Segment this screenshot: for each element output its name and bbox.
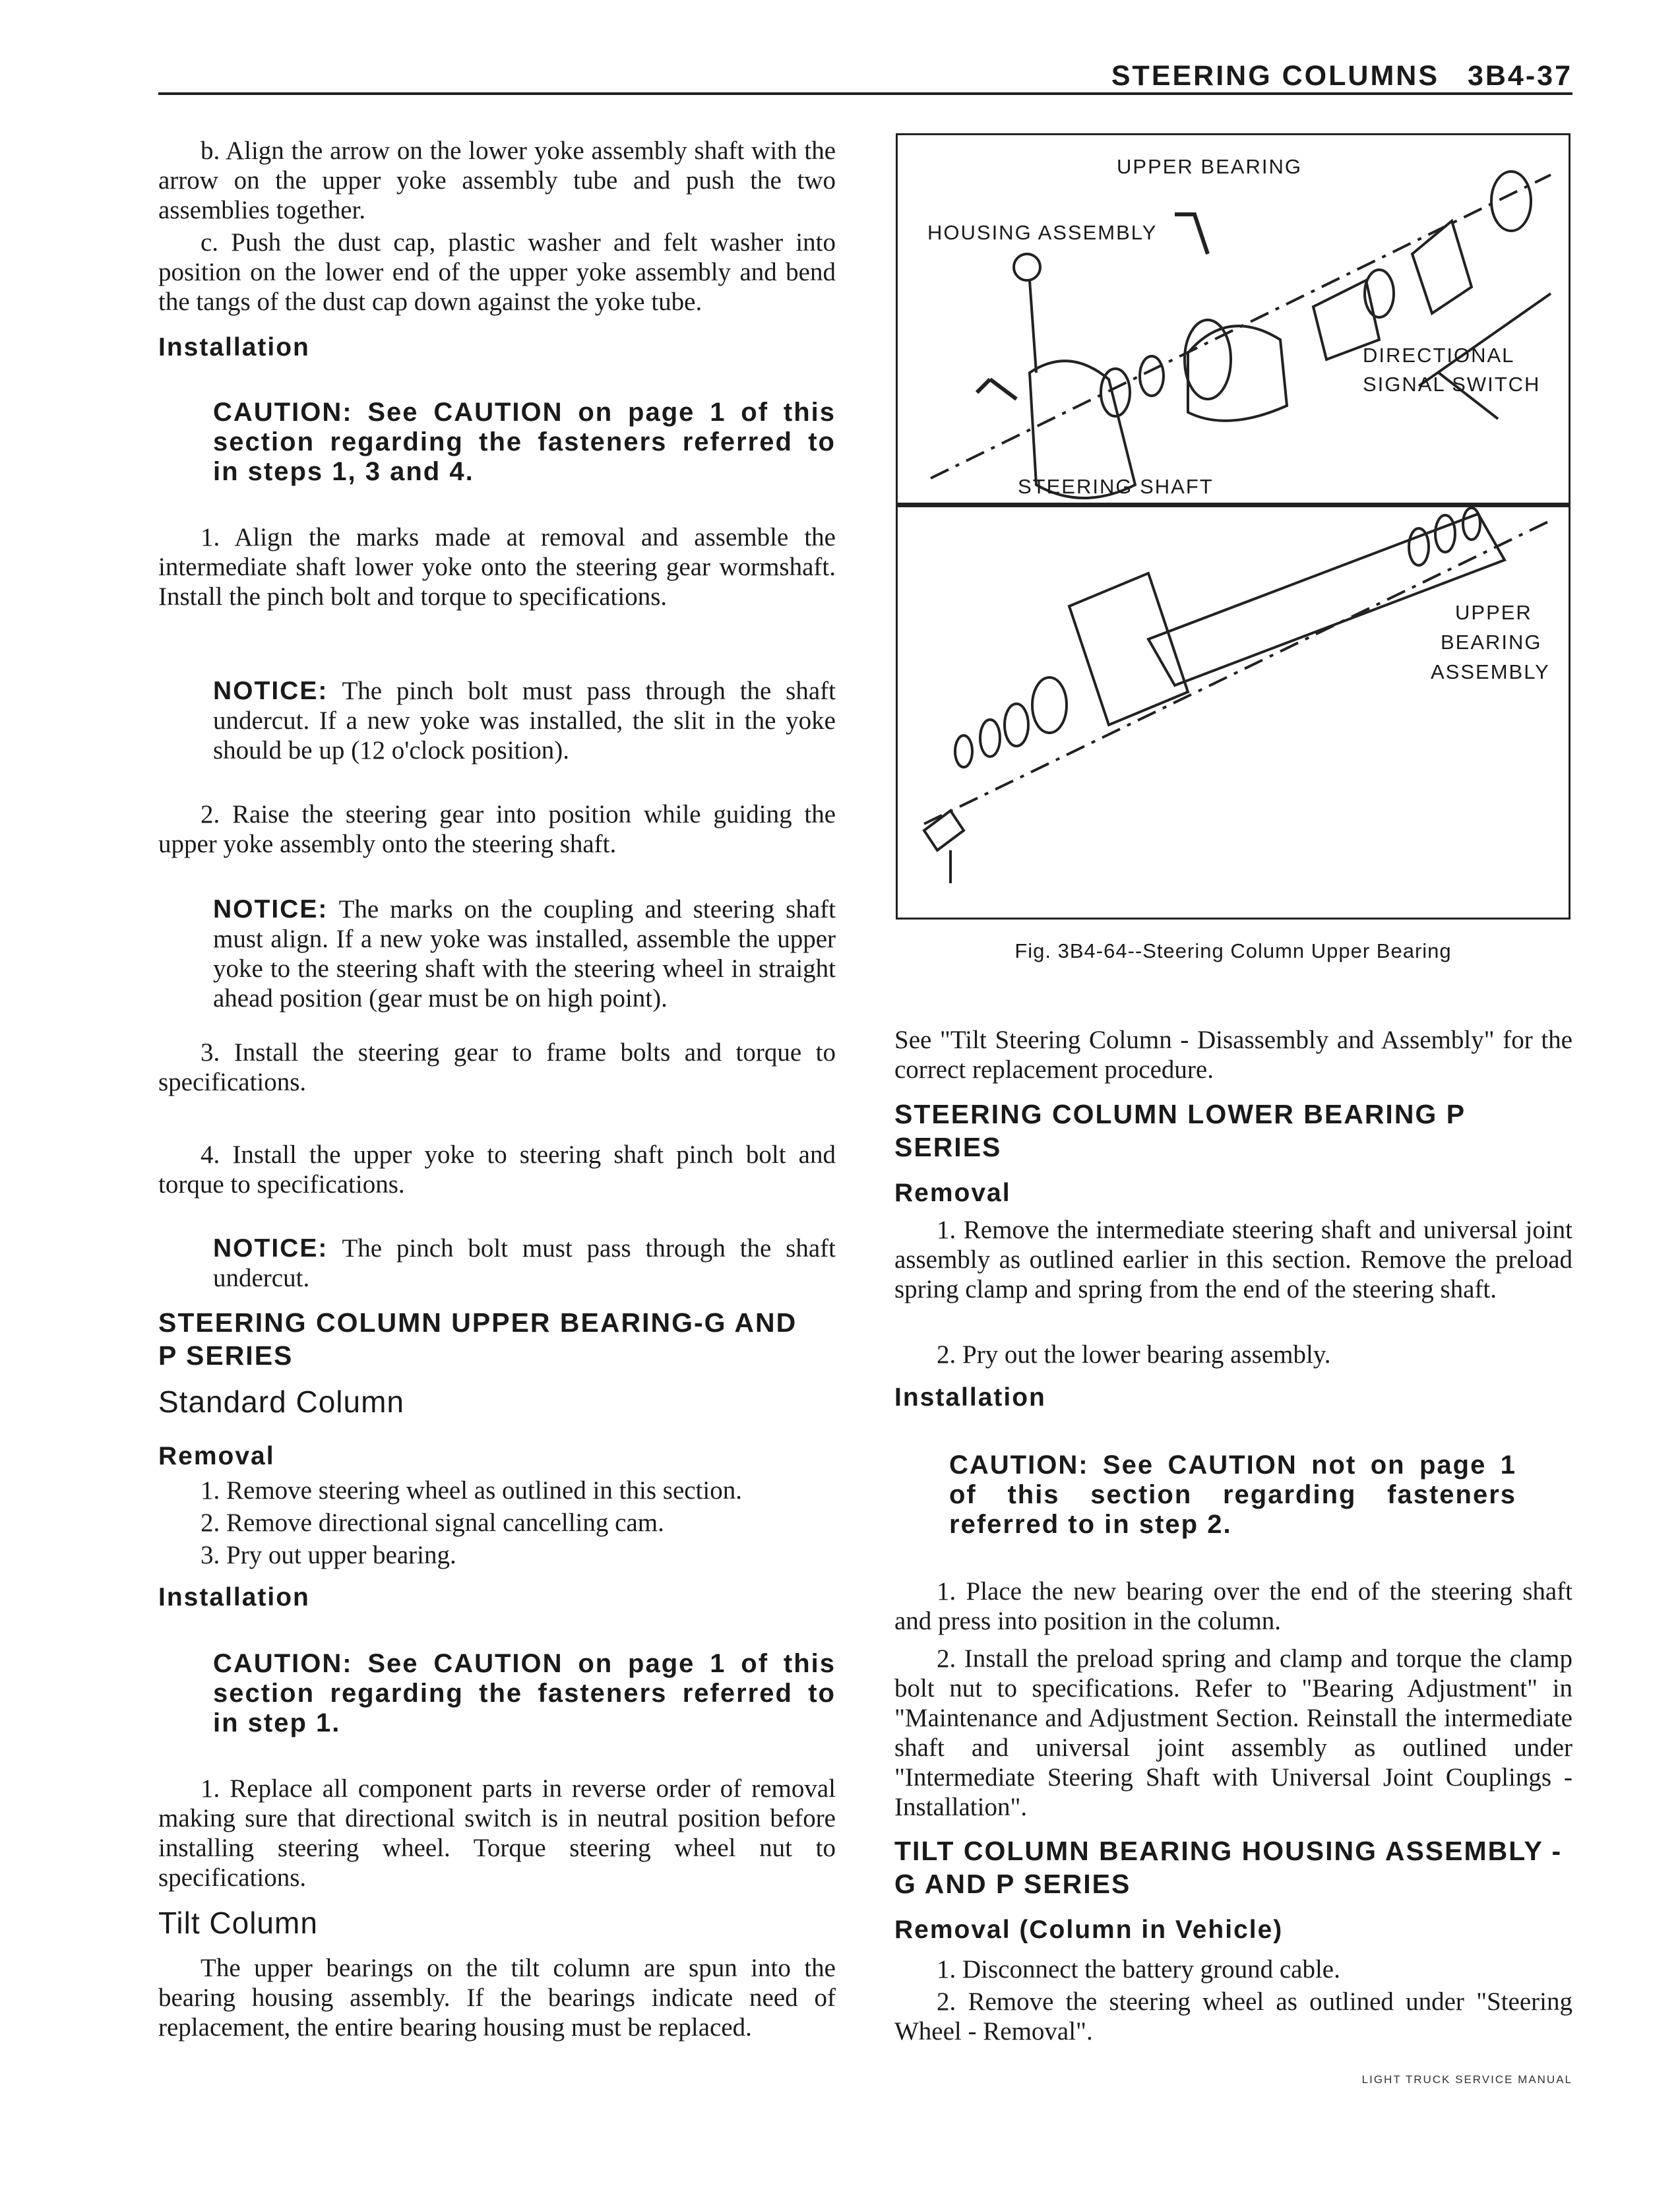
tilt-column-paragraph: The upper bearings on the tilt column are spun into the bearing housing assembly. If the bearings indicate need of replacement, the entire bearing housing must be replaced. (158, 1954, 836, 2042)
install-step-3: 3. Install the steering gear to frame bolts and torque to specifications. (158, 1038, 836, 1096)
notice-label: NOTICE: (213, 895, 328, 923)
removal-step-1: 1. Remove the intermediate steering shaft and universal joint assembly as outlined earlier in this section. Remove the preload spring clamp and spring from the end of the steering shaft. (894, 1216, 1572, 1303)
vehicle-step: 1. Disconnect the battery ground cable. (937, 1955, 1340, 1984)
install-step-4: 4. Install the upper yoke to steering shaft pinch bolt and torque to specifications. (158, 1141, 836, 1199)
install-step-2: 2. Raise the steering gear into position while guiding the upper yoke assembly onto the steering shaft. (158, 800, 836, 858)
removal-heading: Removal (894, 1179, 1011, 1207)
removal-step: 2. Remove directional signal cancelling cam. (201, 1509, 664, 1537)
label-upper: UPPER (1455, 601, 1532, 624)
notice-text: The pinch bolt must pass through the shaft undercut. (213, 1234, 836, 1292)
install-step-1: 1. Replace all component parts in reverse order of removal making sure that directional switch is in neutral position before installing steering wheel. Torque steering wheel nut to specifications. (158, 1774, 836, 1892)
notice-text: The pinch bolt must pass through the shaft undercut. If a new yoke was installed, the slit in the yoke should be up (12 o'clock position). (213, 677, 836, 765)
vehicle-step: 2. Remove the steering wheel as outlined under "Steering Wheel - Removal". (894, 1987, 1572, 2046)
removal-heading: Removal (158, 1442, 275, 1470)
installation-heading: Installation (158, 1583, 310, 1611)
caution-note: CAUTION: See CAUTION on page 1 of this section regarding the fasteners referred to in step 1. (213, 1649, 836, 1737)
figure-box (896, 133, 1571, 920)
notice-3 (213, 1234, 836, 1293)
removal-in-vehicle-heading: Removal (Column in Vehicle) (894, 1916, 1284, 1944)
notice-1 (213, 676, 836, 765)
label-upper-bearing: UPPER BEARING (1117, 155, 1302, 178)
install-step-2: 2. Install the preload spring and clamp and torque the clamp bolt nut to specifications. Refer to "Bearing Adjustment" in "Maintenance and Adjustment Section. Reinstall the intermediate shaft and universal joint assembly as outlined under "Intermediate Steering Shaft with Universal Joint Couplings - Installation". (894, 1644, 1572, 1821)
footer: LIGHT TRUCK SERVICE MANUAL (1361, 2073, 1572, 2086)
caution-note: CAUTION: See CAUTION on page 1 of this section regarding the fasteners referred to in steps 1, 3 and 4. (213, 398, 836, 486)
removal-step-2: 2. Pry out the lower bearing assembly. (937, 1340, 1331, 1369)
notice-label: NOTICE: (213, 677, 328, 705)
label-bearing: BEARING (1441, 631, 1542, 654)
figure-caption: Fig. 3B4-64--Steering Column Upper Bearing (1014, 939, 1452, 962)
standard-column-heading: Standard Column (158, 1385, 404, 1419)
upper-bearing-heading: STEERING COLUMN UPPER BEARING-G AND P SERIES (158, 1307, 797, 1371)
running-header (1111, 59, 1572, 92)
step-b: b. Align the arrow on the lower yoke assembly shaft with the arrow on the upper yoke assembly tube and push the two assemblies together. (158, 137, 836, 224)
upper-bearing-exploded-illustration (898, 135, 1569, 503)
figure-divider (898, 503, 1569, 507)
label-signal-switch: SIGNAL SWITCH (1363, 373, 1541, 396)
section-title: STEERING COLUMNS (1111, 60, 1440, 92)
removal-step: 3. Pry out upper bearing. (201, 1541, 456, 1569)
notice-2 (213, 894, 836, 1013)
caution-note: CAUTION: See CAUTION not on page 1 of this section regarding fasteners referred to in step 2. (949, 1451, 1516, 1539)
installation-heading: Installation (158, 333, 310, 361)
step-c: c. Push the dust cap, plastic washer and felt washer into position on the lower end of the upper yoke assembly and bend the tangs of the dust cap down against the yoke tube. (158, 228, 836, 316)
installation-heading: Installation (894, 1383, 1046, 1412)
tilt-column-heading: Tilt Column (158, 1906, 318, 1940)
removal-step: 1. Remove steering wheel as outlined in this section. (201, 1476, 742, 1505)
header-rule (158, 92, 1572, 95)
tilt-bearing-housing-heading: TILT COLUMN BEARING HOUSING ASSEMBLY - G AND P SERIES (894, 1836, 1563, 1899)
install-step-1: 1. Align the marks made at removal and assemble the intermediate shaft lower yoke onto the steering gear wormshaft. Install the pinch bolt and torque to specifications. (158, 523, 836, 611)
see-reference-paragraph: See "Tilt Steering Column - Disassembly and Assembly" for the correct replacement procedure. (894, 1026, 1572, 1084)
install-step-1: 1. Place the new bearing over the end of the steering shaft and press into position in the column. (894, 1577, 1572, 1635)
label-directional: DIRECTIONAL (1363, 344, 1515, 367)
notice-text: The marks on the coupling and steering shaft must align. If a new yoke was installed, assemble the upper yoke to the steering shaft with the steering wheel in straight ahead position (gear must be on high point). (213, 895, 836, 1013)
label-housing-assembly: HOUSING ASSEMBLY (927, 221, 1158, 244)
page-number: 3B4-37 (1467, 60, 1572, 92)
lower-bearing-heading: STEERING COLUMN LOWER BEARING P SERIES (894, 1099, 1466, 1162)
label-assembly: ASSEMBLY (1431, 660, 1550, 683)
label-steering-shaft: STEERING SHAFT (1018, 475, 1214, 498)
notice-label: NOTICE: (213, 1234, 328, 1263)
tilt-column-exploded-illustration (898, 507, 1569, 918)
